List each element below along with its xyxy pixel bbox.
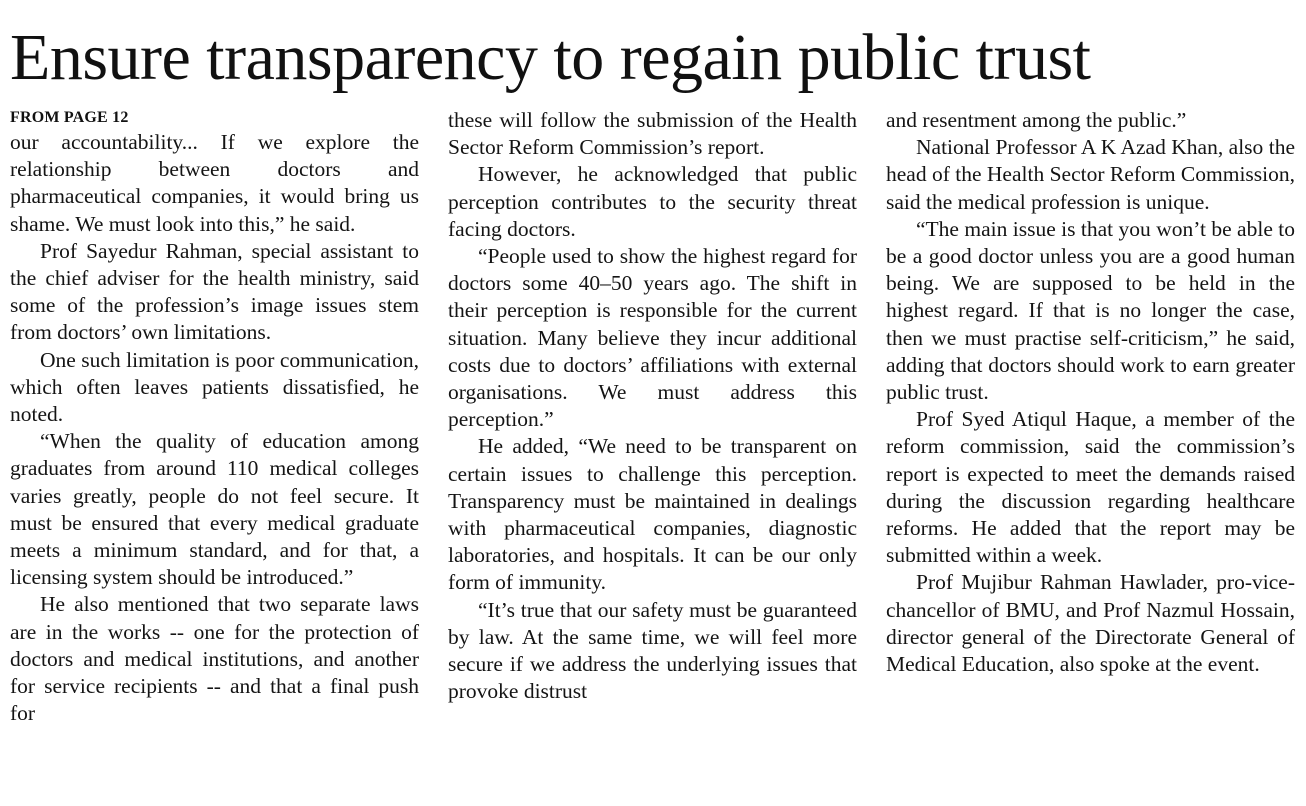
paragraph: and resentment among the public.”	[886, 108, 1187, 132]
paragraph: However, he acknowledged that public perception contributes to the security threat facing doctors.	[448, 162, 857, 241]
paragraph: Prof Mujibur Rahman Hawlader, pro-vice-chancellor of BMU, and Prof Nazmul Hossain, director general of the Directorate General of Medical Education, also spoke at the event.	[886, 570, 1295, 677]
paragraph: Prof Syed Atiqul Haque, a member of the reform commission, said the commission’s report is expected to meet the demands raised during the discussion regarding healthcare reforms. He added that the report may be submitted within a week.	[886, 407, 1295, 568]
paragraph: He also mentioned that two separate laws are in the works -- one for the protection of doctors and medical institutions, and another for service recipients -- and that a final push for	[10, 592, 419, 726]
headline: Ensure transparency to regain public trust	[10, 21, 1091, 94]
jump-line: FROM PAGE 12	[10, 109, 129, 126]
article-column-3	[886, 107, 1295, 678]
article-column-1	[10, 107, 419, 727]
paragraph: “People used to show the highest regard for doctors some 40–50 years ago. The shift in their perception is responsible for the current situation. Many believe they incur additional costs due to doctors’ affiliations with external organisations. We must address this perception.”	[448, 244, 857, 432]
paragraph: these will follow the submission of the Health Sector Reform Commission’s report.	[448, 108, 857, 160]
paragraph: “It’s true that our safety must be guaranteed by law. At the same time, we will feel more secure if we address the underlying issues that provoke distrust	[448, 597, 857, 704]
paragraph: He added, “We need to be transparent on certain issues to challenge this perception. Transparency must be maintained in dealings with pharmaceutical companies, diagnostic laboratories, and hospitals. It can be our only form of immunity.	[448, 434, 857, 595]
paragraph: “The main issue is that you won’t be able to be a good doctor unless you are a good human being. We are supposed to be held in the highest regard. If that is no longer the case, then we must practise self-criticism,” he said, adding that doctors should work to earn greater public trust.	[886, 216, 1295, 405]
paragraph: our accountability... If we explore the relationship between doctors and pharmaceutical companies, it would bring us shame. We must look into this,” he said.	[10, 130, 419, 236]
paragraph: National Professor A K Azad Khan, also the head of the Health Sector Reform Commission, said the medical profession is unique.	[886, 135, 1296, 214]
paragraph: Prof Sayedur Rahman, special assistant to the chief adviser for the health ministry, said some of the profession’s image issues stem from doctors’ own limitations.	[10, 238, 419, 345]
article-column-2	[448, 107, 857, 705]
paragraph: One such limitation is poor communication, which often leaves patients dissatisfied, he noted.	[10, 347, 419, 427]
paragraph: “When the quality of education among graduates from around 110 medical colleges varies greatly, people do not feel secure. It must be ensured that every medical graduate meets a minimum standard, and for that, a licensing system should be introduced.”	[10, 429, 419, 590]
